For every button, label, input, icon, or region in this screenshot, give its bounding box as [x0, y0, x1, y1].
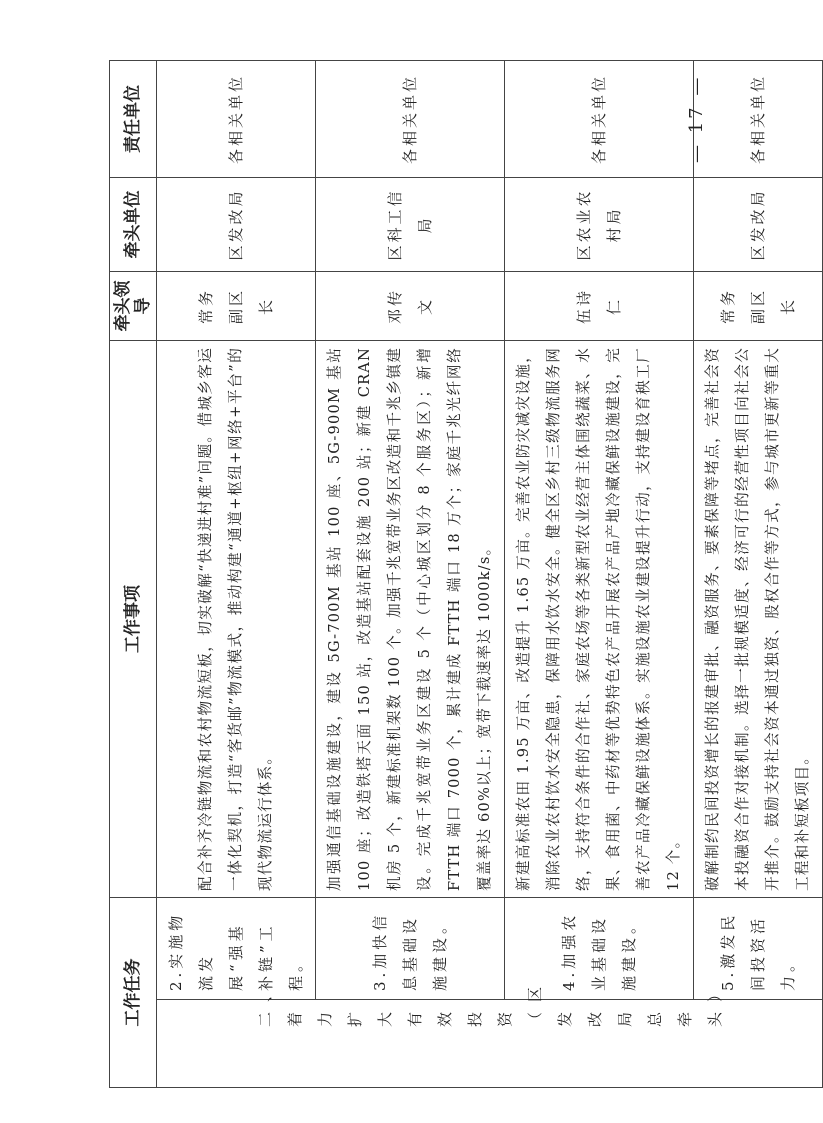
header-lead-unit: 牵头单位: [110, 178, 157, 272]
header-task: 工作任务: [110, 898, 157, 1088]
lead-unit-cell: 区发改局: [694, 178, 823, 272]
leader-cell: 伍诗仁: [505, 272, 694, 341]
header-work: 工作事项: [110, 341, 157, 898]
table-row: [505, 61, 694, 1088]
resp-unit-cell: 各相关单位: [694, 61, 823, 178]
task-cell: 3.加快信息基础设施建设。: [316, 898, 505, 1000]
work-cell: 加强通信基础设施建设，建设 5G-700M 基站 100 座、5G-900M 基站 100 座；改造铁塔天面 150 站，改造基站配套设施 200 站；新建 CRAN 机房 5 个，新建标准机架数 100 个。加强千兆宽带业务区改造和千兆乡镇建设。完成千兆宽带业务区建设 5 个（中心城区划分 8 个服务区）；新增 FTTH 端口 7000 个，累计建成 FTTH 端口 18 万个；家庭千兆光纤网络覆盖率达 60%以上；宽带下载速率达 1000k/s。: [316, 341, 505, 898]
resp-unit-cell: 各相关单位: [316, 61, 505, 178]
table-row: [694, 61, 823, 1088]
task-cell: 4.加强农业基础设施建设。: [505, 898, 694, 1000]
lead-unit-cell: 区发改局: [157, 178, 316, 272]
resp-unit-cell: 各相关单位: [505, 61, 694, 178]
lead-unit-cell: 区农业农村局: [505, 178, 694, 272]
leader-cell: 常务副区长: [157, 272, 316, 341]
work-cell: 新建高标准农田 1.95 万亩、改造提升 1.65 万亩。完善农业防灾减灾设施，消除农业农村饮水安全隐患，保障用水饮水安全。健全区乡村三级物流服务网络，支持符合条件的合作社、家庭农场等各类新型农业经营主体围绕蔬菜、水果、食用菌、中药材等优势特色农产品开展农产品产地冷藏保鲜设施建设，完善农产品冷藏保鲜设施体系。实施设施农业建设提升行动，支持建设育秧工厂 12 个。: [505, 341, 694, 898]
header-resp-unit: 责任单位: [110, 61, 157, 178]
resp-unit-cell: 各相关单位: [157, 61, 316, 178]
table-row: [316, 61, 505, 1088]
leader-cell: 常务副区长: [694, 272, 823, 341]
header-leader: 牵头领导: [110, 272, 157, 341]
table-header-row: [110, 61, 157, 1088]
work-cell: 破解制约民间投资增长的报建审批、融资服务、要素保障等堵点，完善社会资本投融资合作对接机制。选择一批规模适度、经济可行的经营性项目向社会公开推介。鼓励支持社会资本通过独资、股权合作等方式，参与城市更新等重大工程和补短板项目。: [694, 341, 823, 898]
leader-cell: 邓传文: [316, 272, 505, 341]
work-cell: 配合补齐冷链物流和农村物流短板，切实破解“快递进村难”问题。借城乡客运一体化契机，打造“客货邮”物流模式，推动构建“通道+枢纽+网络+平台”的现代物流运行体系。: [157, 341, 316, 898]
lead-unit-cell: 区科工信局: [316, 178, 505, 272]
work-task-table: [109, 60, 823, 1088]
page-number: — 17 —: [686, 74, 707, 163]
task-cell: 5.激发民间投资活力。: [694, 898, 823, 1000]
table-row: [157, 61, 316, 1088]
category-cell: 二、着力扩大有效投资（区发改局总牵头）: [157, 1000, 823, 1088]
task-cell: 2.实施物流发展“强基补链”工程。: [157, 898, 316, 1000]
